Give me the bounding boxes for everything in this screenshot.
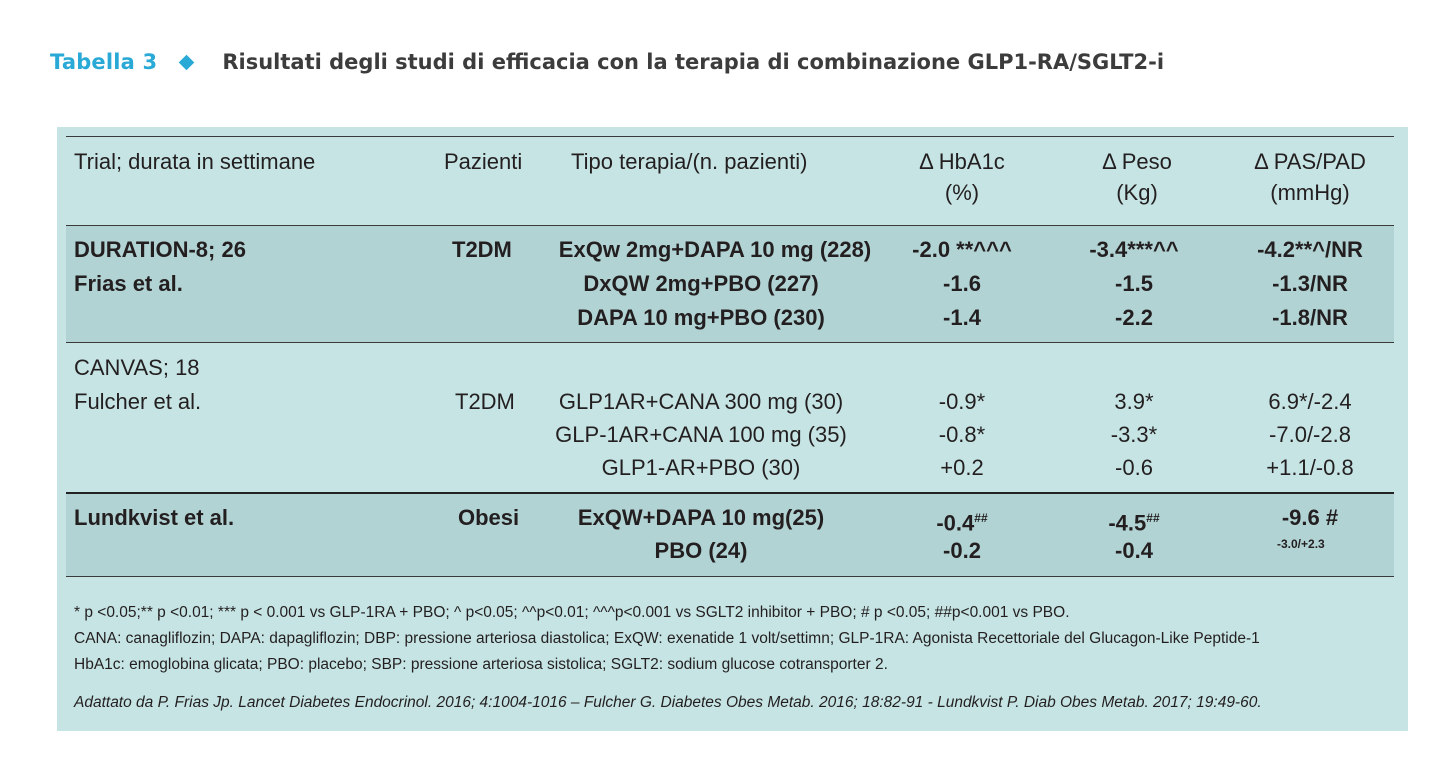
weight-value: -4.5	[1108, 510, 1147, 536]
diamond-bullet-icon	[179, 54, 195, 70]
rule-group-2	[66, 492, 1394, 494]
col-header-bp-unit: (mmHg)	[1270, 180, 1350, 205]
rule-group-1	[66, 342, 1394, 343]
table-cell-hba1c: -0.8*	[938, 422, 986, 447]
group-1-trial: DURATION-8; 26	[74, 237, 246, 262]
table-cell-therapy: DAPA 10 mg+PBO (230)	[577, 305, 825, 330]
table-cell-hba1c: -0.9*	[938, 389, 986, 414]
table-cell-bp: 6.9*/-2.4	[1268, 389, 1352, 414]
table-cell-bp: -9.6 #	[1281, 505, 1339, 530]
table-label: Tabella 3	[50, 50, 158, 74]
group-2-trial: CANVAS; 18	[74, 355, 200, 380]
hba1c-significance: ##	[974, 511, 988, 525]
table-cell-therapy: GLP-1AR+CANA 100 mg (35)	[555, 422, 847, 447]
table-cell-weight: -0.6	[1115, 455, 1153, 480]
group-1-authors: Frias et al.	[74, 271, 183, 296]
table-cell-hba1c: -1.6	[943, 271, 981, 296]
group-3-trial: Lundkvist et al.	[74, 505, 235, 530]
table-header	[50, 44, 1164, 80]
table-cell-bp-sub: -3.0/+2.3	[1277, 537, 1325, 551]
table-cell-therapy: ExQw 2mg+DAPA 10 mg (228)	[558, 237, 872, 262]
group-2-patients: T2DM	[455, 389, 515, 414]
group-3-patients: Obesi	[458, 505, 520, 530]
table-cell-hba1c: -2.0 **^^^	[912, 237, 1012, 262]
table-cell-weight: 3.9*	[1114, 389, 1154, 414]
hba1c-value: -0.4	[936, 510, 975, 536]
col-header-bp: Δ PAS/PAD	[1254, 149, 1366, 174]
group-1-patients: T2DM	[452, 237, 512, 262]
footnote-abbreviations-2: HbA1c: emoglobina glicata; PBO: placebo; SBP: pressione arteriosa sistolica; SGLT2: sodium glucose cotransporter 2.	[74, 656, 888, 673]
col-header-trial: Trial; durata in settimane	[74, 149, 316, 174]
table-cell-therapy: GLP1AR+CANA 300 mg (30)	[558, 389, 844, 414]
footnote-significance: * p <0.05;** p <0.01; *** p < 0.001 vs GLP-1RA + PBO; ^ p<0.05; ^^p<0.01; ^^^p<0.001 vs SGLT2 inhibitor + PBO; # p <0.05; ##p<0.001 vs PBO.	[74, 604, 1070, 621]
col-header-hba1c-unit: (%)	[944, 180, 980, 205]
table-cell-hba1c: +0.2	[940, 455, 984, 480]
table-cell-weight: -3.3*	[1110, 422, 1158, 447]
weight-significance: ##	[1146, 511, 1160, 525]
table-cell-bp: -7.0/-2.8	[1269, 422, 1351, 447]
col-header-hba1c: Δ HbA1c	[919, 149, 1005, 174]
source-citation: Adattato da P. Frias Jp. Lancet Diabetes Endocrinol. 2016; 4:1004-1016 – Fulcher G. Diabetes Obes Metab. 2016; 18:82-91 - Lundkvist P. Diab Obes Metab. 2017; 19:49-60.	[74, 694, 1262, 711]
rule-top	[66, 136, 1394, 137]
table-title: Risultati degli studi di efficacia con la terapia di combinazione GLP1-RA/SGLT2-i	[222, 50, 1165, 74]
group-2-authors: Fulcher et al.	[74, 389, 202, 414]
table-cell-therapy: DxQW 2mg+PBO (227)	[583, 271, 819, 296]
table-cell-hba1c: -1.4	[943, 305, 981, 330]
footnote-abbreviations-1: CANA: canagliflozin; DAPA: dapagliflozin; DBP: pressione arteriosa diastolica; ExQW: exenatide 1 volt/settimn; GLP-1RA: Agonista Recettoriale del Glucagon-Like Peptide-1	[74, 630, 1260, 647]
col-header-therapy: Tipo terapia/(n. pazienti)	[571, 149, 808, 174]
table-cell-bp: -1.8/NR	[1272, 305, 1348, 330]
table-cell-weight: -0.4	[1115, 538, 1153, 563]
table-cell-bp: -4.2**^/NR	[1257, 237, 1363, 262]
table-cell-therapy: PBO (24)	[654, 538, 748, 563]
table-cell-therapy: GLP1-AR+PBO (30)	[601, 455, 801, 480]
rule-header-bottom	[66, 225, 1394, 226]
rule-bottom	[66, 576, 1394, 577]
table-cell-bp: +1.1/-0.8	[1266, 455, 1354, 480]
table-cell-weight: -3.4***^^	[1089, 237, 1179, 262]
table-cell-weight: -1.5	[1115, 271, 1153, 296]
table-cell-hba1c: -0.2	[943, 538, 981, 563]
col-header-patients: Pazienti	[444, 149, 523, 174]
col-header-weight-unit: (Kg)	[1116, 180, 1158, 205]
table-cell-weight: -2.2	[1115, 305, 1153, 330]
col-header-weight: Δ Peso	[1102, 149, 1172, 174]
table-cell-bp: -1.3/NR	[1272, 271, 1348, 296]
table-cell-therapy: ExQW+DAPA 10 mg(25)	[577, 505, 825, 530]
